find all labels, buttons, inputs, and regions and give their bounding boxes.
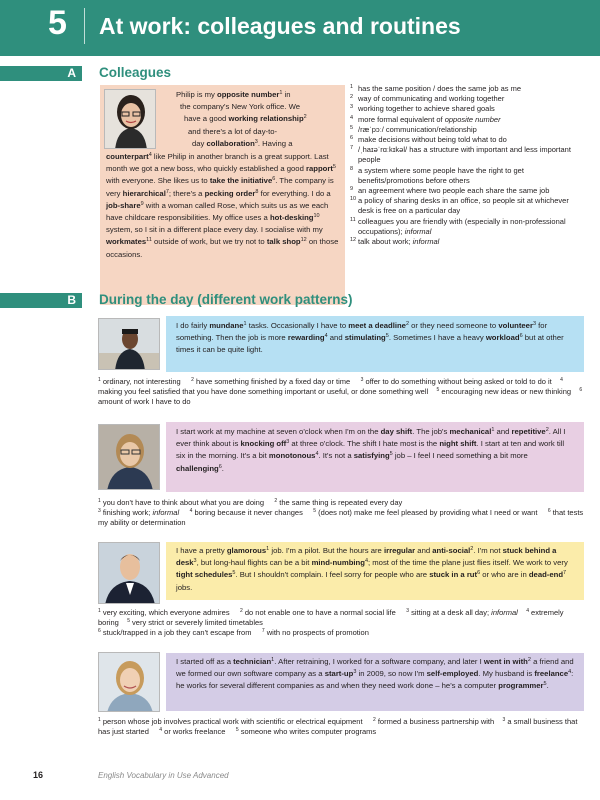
glossary-item xyxy=(350,186,584,196)
glossary-item xyxy=(350,196,584,216)
box-2-text: I start work at my machine at seven o'clock when I'm on the day shift. The job's mechanical$^1$ and repetitive$^2$. All I ever think about is knocking off$^3$ at three o'clock. The shift I hate most is the night shift. I start at ten and work till six in the morning. It's a bit monotonous$^4$. It's not a satisfying$^5$ job – I feel I need something a bit more challenging$^6$. xyxy=(176,427,566,473)
glossary-item xyxy=(350,216,584,237)
glossary-item xyxy=(350,104,584,114)
glossary-number: 10 xyxy=(350,196,357,203)
box-2-definitions: $^1$ you don't have to think about what you are doing $^2$ the same thing is repeated every day $^3$ finishing work; informal $^4$ boring because it never changes $^5$ (does not) make me feel pleased by providing what I need or want $^6$ that tests my ability or determination xyxy=(98,498,584,528)
intro-line-4: and there's a lot of day-to- xyxy=(188,126,278,136)
portrait-woman-glasses xyxy=(104,89,156,149)
glossary-number: 9 xyxy=(350,186,354,193)
glossary-text: /ˌhaɪəˈrɑːkɪkəl/ has a structure with important and less important people xyxy=(358,145,571,165)
glossary-text: a system where some people have the right to get benefits/promotions before others xyxy=(358,165,524,185)
portrait-woman-factory xyxy=(98,424,160,490)
glossary-number: 2 xyxy=(350,94,354,101)
unit-title: At work: colleagues and routines xyxy=(99,13,461,39)
section-a-title: Colleagues xyxy=(99,65,172,80)
box-4-definitions: $^1$ person whose job involves practical work with scientific or electrical equipment $^2$ formed a business partnership with $^3$ a small business that has just started $^4$ or works freelance $^5$ someone who writes computer programs xyxy=(98,717,578,737)
glossary-text: an agreement where two people each share the same job xyxy=(358,186,550,196)
portrait-woman-smiling xyxy=(98,652,160,712)
book-title: English Vocabulary in Use Advanced xyxy=(98,771,229,780)
glossary-text: a policy of sharing desks in an office, so people sit at whichever desk is free on a particular day xyxy=(358,196,569,216)
glossary-number: 1 xyxy=(350,84,354,90)
portrait-man-suit xyxy=(98,318,160,370)
glossary-text: more formal equivalent of opposite number xyxy=(358,114,501,124)
glossary-item xyxy=(350,237,584,247)
box-1-definitions: $^1$ ordinary, not interesting $^2$ have something finished by a fixed day or time $^3$ offer to do something without being asked or told to do it $^4$ making you feel satisfied that you have done something important or useful, or done something well $^5$ encouraging new ideas or new thinking $^6$ amount of work I have to do xyxy=(98,377,583,407)
unit-number: 5 xyxy=(48,4,67,42)
glossary-text: talk about work; informal xyxy=(358,237,440,247)
colleagues-main-text: counterpart$^4$ like Philip in another branch is a great support. Last month we got a new boss, who quickly established a good rapport$^5$ with everyone. She likes us to take the initiative$^6$. The company is very hierarchical$^7$; there's a pecking order$^8$ for everything. I do a job-share$^9$ with a woman called Rose, which suits us as we each have childcare responsibilities. My office uses a hot-desking$^{10}$ system, so I sit in a different place every day. I socialise with my workmates$^{11}$ outside of work, but we try not to talk shop$^{12}$ on those occasions. xyxy=(106,152,339,259)
glossary-item xyxy=(350,135,584,145)
glossary-number: 3 xyxy=(350,104,354,111)
colleagues-intro-text xyxy=(168,89,343,150)
glossary-text: working together to achieve shared goals xyxy=(358,104,495,114)
glossary-number: 7 xyxy=(350,145,354,152)
glossary-number: 12 xyxy=(350,237,357,244)
glossary-number: 8 xyxy=(350,165,354,172)
glossary-text: colleagues you are friendly with (especially in non-professional occupations); informal xyxy=(358,216,566,236)
intro-line-1: Philip is my opposite number$^1$ in xyxy=(176,90,291,99)
intro-line-2: the company's New York office. We xyxy=(180,102,300,112)
intro-line-3: have a good working relationship$^2$ xyxy=(184,114,307,124)
glossary-item xyxy=(350,84,584,94)
header-divider xyxy=(84,8,85,44)
glossary-text: /ræˈpɔː/ communication/relationship xyxy=(358,124,477,134)
glossary-text: has the same position / does the same job as me xyxy=(358,84,522,93)
glossary-item xyxy=(350,94,584,104)
colleagues-glossary xyxy=(350,84,584,247)
section-b-bar xyxy=(0,293,82,308)
glossary-item xyxy=(350,145,584,165)
page-number: 16 xyxy=(33,770,44,780)
glossary-text: make decisions without being told what to do xyxy=(358,135,507,145)
glossary-number: 4 xyxy=(350,114,354,121)
box-4-text: I started off as a technician$^1$. After retraining, I worked for a software company, and later I went in with$^2$ a friend and we formed our own software company as a start-$up^3$ in 2009, so now I'm self-employed. My husband is freelance$^4$: he works for several different companies as and when they need work done – he's a computer programmer$^5$. xyxy=(176,657,574,691)
glossary-number: 6 xyxy=(350,135,354,142)
section-a-letter: A xyxy=(67,66,76,80)
glossary-item xyxy=(350,114,584,125)
box-1-text: I do fairly mundane$^1$ tasks. Occasionally I have to meet a deadline$^2$ or they need someone to volunteer$^3$ for something. Then the job is more rewarding$^4$ and stimulating$^5$. Sometimes I have a heavy workload$^6$ but at other times it can be quite light. xyxy=(176,321,564,355)
unit-header xyxy=(0,0,600,56)
box-3-text: I have a pretty glamorous$^1$ job. I'm a pilot. But the hours are irregular and anti-social$^2$. I'm not stuck behind a desk$^3$, but long-haul flights can be a bit mind-numbing$^4$; most of the time the plane just flies itself. We work to very tight schedules$^5$. But I shouldn't complain. I feel sorry for people who are stuck in a rut$^6$ or who are in dead-end$^7$ jobs. xyxy=(176,546,568,592)
portrait-pilot xyxy=(98,542,160,604)
box-3-definitions: $^1$ very exciting, which everyone admires $^2$ do not enable one to have a normal social life $^3$ sitting at a desk all day; informal $^4$ extremely boring $^5$ very strict or severely limited timetables $^6$ stuck/trapped in a job they can't escape from $^7$ with no prospects of promotion xyxy=(98,608,564,638)
glossary-item xyxy=(350,124,584,135)
section-a-bar xyxy=(0,66,82,81)
section-b-letter: B xyxy=(67,293,76,307)
glossary-text: way of communicating and working together xyxy=(358,94,505,104)
intro-line-5: day collaboration$^3$. Having a xyxy=(192,138,293,148)
section-b-title: During the day (different work patterns) xyxy=(99,292,353,307)
glossary-item xyxy=(350,165,584,186)
glossary-number: 5 xyxy=(350,124,354,131)
glossary-number: 11 xyxy=(350,216,356,223)
